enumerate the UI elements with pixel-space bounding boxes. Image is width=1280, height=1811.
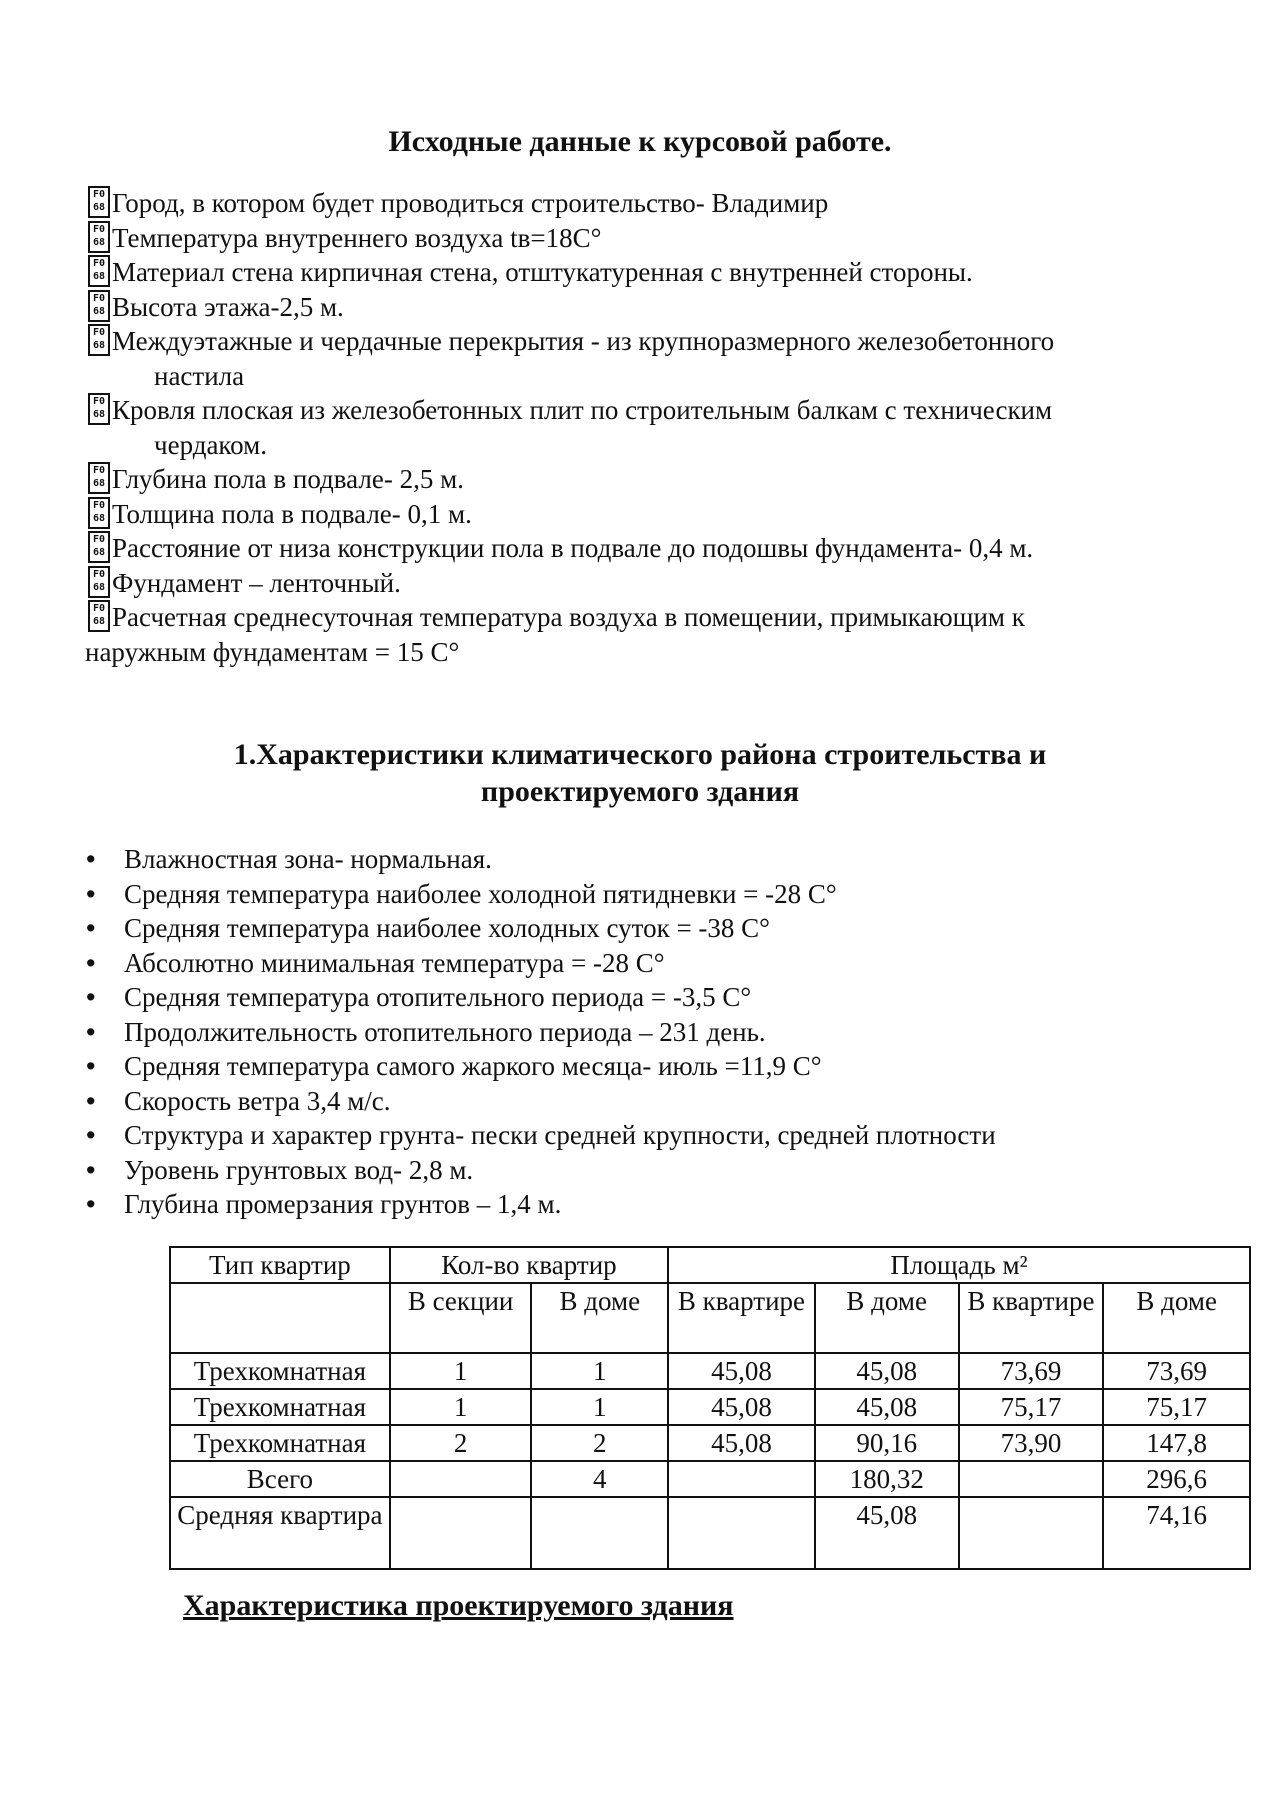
- table-cell: 75,17: [959, 1389, 1104, 1425]
- table-cell: 73,69: [959, 1353, 1104, 1389]
- list-item: F0 68 Глубина пола в подвале- 2,5 м.: [88, 462, 1188, 497]
- header-cell: В квартире: [959, 1283, 1104, 1353]
- list-item: • Абсолютно минимальная температура = -28 С°: [86, 946, 1236, 981]
- table-cell: 45,08: [668, 1389, 815, 1425]
- table-cell: [668, 1497, 815, 1569]
- list-item: F0 68 Расчетная среднесуточная температура воздуха в помещении, примыкающим к наружным фундаментам = 15 С°: [85, 602, 1025, 667]
- table-cell: 90,16: [815, 1425, 959, 1461]
- bullet-icon: •: [86, 878, 96, 909]
- missing-glyph-icon: F0 68: [88, 290, 110, 322]
- bullet-icon: •: [86, 982, 96, 1012]
- missing-glyph-icon: F0 68: [88, 324, 110, 356]
- header-cell: Площадь м²: [668, 1247, 1250, 1283]
- list-item: F0 68 Температура внутреннего воздуха tв=18С°: [88, 221, 1188, 256]
- table-average-row: [170, 1497, 1250, 1569]
- table-cell: [959, 1461, 1104, 1497]
- table-cell: Средняя квартира: [170, 1497, 390, 1569]
- missing-glyph-icon: F0 68: [88, 600, 110, 632]
- table-cell: 296,6: [1103, 1461, 1250, 1497]
- missing-glyph-icon: F0 68: [88, 221, 110, 253]
- list-item: F0 68 Толщина пола в подвале- 0,1 м.: [88, 497, 1188, 532]
- table-cell: [531, 1497, 668, 1569]
- table-header-row: [170, 1247, 1250, 1283]
- table-total-row: [170, 1461, 1250, 1497]
- table-cell: 45,08: [668, 1353, 815, 1389]
- header-cell: [170, 1283, 390, 1353]
- list-item: • Средняя температура наиболее холодной пятидневки = -28 С°: [86, 877, 1236, 912]
- list-item: • Уровень грунтовых вод- 2,8 м.: [86, 1153, 1236, 1188]
- table-cell: 74,16: [1103, 1497, 1250, 1569]
- bullet-icon: •: [86, 844, 96, 874]
- table-cell: Трехкомнатная: [170, 1389, 390, 1425]
- table-cell: 147,8: [1103, 1425, 1250, 1461]
- table-cell: 2: [531, 1425, 668, 1461]
- table-cell: 75,17: [1103, 1389, 1250, 1425]
- list-item: F0 68 Кровля плоская из железобетонных плит по строительным балкам с техническим чердаком.: [88, 393, 1188, 462]
- bullet-icon: •: [86, 1085, 96, 1116]
- bullet-icon: •: [86, 1051, 96, 1081]
- bullet-icon: •: [86, 1120, 96, 1150]
- table-cell: [390, 1497, 532, 1569]
- table-cell: 1: [390, 1353, 532, 1389]
- list-item: • Средняя температура наиболее холодных суток = -38 С°: [86, 911, 1236, 946]
- table-cell: 1: [531, 1353, 668, 1389]
- table-cell: [668, 1461, 815, 1497]
- header-cell: В квартире: [668, 1283, 815, 1353]
- header-cell: В доме: [815, 1283, 959, 1353]
- table-cell: 1: [390, 1389, 532, 1425]
- list-item: • Средняя температура самого жаркого месяца- июль =11,9 С°: [86, 1049, 1236, 1084]
- bullet-icon: •: [86, 1016, 96, 1047]
- building-characteristics-heading: Характеристика проектируемого здания: [183, 1589, 734, 1622]
- header-cell: В секции: [390, 1283, 532, 1353]
- section-title: 1.Характеристики климатического района строительства и проектируемого здания: [233, 738, 1047, 808]
- table-cell: 45,08: [815, 1353, 959, 1389]
- header-cell: В доме: [531, 1283, 668, 1353]
- missing-glyph-icon: F0 68: [88, 186, 110, 218]
- climate-list: [86, 842, 1236, 1222]
- list-item: F0 68 Фундамент – ленточный.: [88, 566, 1188, 601]
- list-item: • Структура и характер грунта- пески средней крупности, средней плотности: [86, 1118, 1236, 1153]
- table-cell: 73,90: [959, 1425, 1104, 1461]
- initial-data-list: [85, 186, 1188, 669]
- missing-glyph-icon: F0 68: [88, 393, 110, 425]
- table-cell: 1: [531, 1389, 668, 1425]
- header-cell: В доме: [1103, 1283, 1250, 1353]
- list-item: F0 68 Расстояние от низа конструкции пола в подвале до подошвы фундамента- 0,4 м.: [88, 531, 1188, 566]
- table-row: [170, 1389, 1250, 1425]
- table-cell: 45,08: [668, 1425, 815, 1461]
- table-subheader-row: [170, 1283, 1250, 1353]
- table-cell: 180,32: [815, 1461, 959, 1497]
- table-cell: 73,69: [1103, 1353, 1250, 1389]
- table-cell: Трехкомнатная: [170, 1353, 390, 1389]
- list-item: • Глубина промерзания грунтов – 1,4 м.: [86, 1187, 1236, 1222]
- list-item: F0 68 Междуэтажные и чердачные перекрытия - из крупноразмерного железобетонного настила: [88, 324, 1188, 393]
- bullet-icon: •: [86, 913, 96, 943]
- table-cell: 45,08: [815, 1497, 959, 1569]
- missing-glyph-icon: F0 68: [88, 531, 110, 563]
- table-cell: Трехкомнатная: [170, 1425, 390, 1461]
- header-cell: Кол-во квартир: [390, 1247, 668, 1283]
- table-cell: 45,08: [815, 1389, 959, 1425]
- apartment-table: [169, 1246, 1251, 1570]
- list-item: • Продолжительность отопительного периода – 231 день.: [86, 1015, 1236, 1050]
- bullet-icon: •: [86, 1189, 96, 1219]
- bullet-icon: •: [86, 947, 96, 978]
- list-item: F0 68 Город, в котором будет проводиться строительство- Владимир: [88, 186, 1188, 221]
- missing-glyph-icon: F0 68: [88, 255, 110, 287]
- list-item: • Скорость ветра 3,4 м/с.: [86, 1084, 1236, 1119]
- table-cell: 4: [531, 1461, 668, 1497]
- list-item: F0 68 Высота этажа-2,5 м.: [88, 290, 1188, 325]
- table-cell: Всего: [170, 1461, 390, 1497]
- list-item: • Влажностная зона- нормальная.: [86, 842, 1236, 877]
- document-title: Исходные данные к курсовой работе.: [388, 125, 892, 158]
- bullet-icon: •: [86, 1154, 96, 1185]
- header-cell: Тип квартир: [170, 1247, 390, 1283]
- list-item: • Средняя температура отопительного периода = -3,5 С°: [86, 980, 1236, 1015]
- missing-glyph-icon: F0 68: [88, 497, 110, 529]
- table-row: [170, 1425, 1250, 1461]
- missing-glyph-icon: F0 68: [88, 462, 110, 494]
- list-item: F0 68 Материал стена кирпичная стена, отштукатуренная с внутренней стороны.: [88, 255, 1188, 290]
- missing-glyph-icon: F0 68: [88, 566, 110, 598]
- table-row: [170, 1353, 1250, 1389]
- table-cell: 2: [390, 1425, 532, 1461]
- table-cell: [959, 1497, 1104, 1569]
- table-cell: [390, 1461, 532, 1497]
